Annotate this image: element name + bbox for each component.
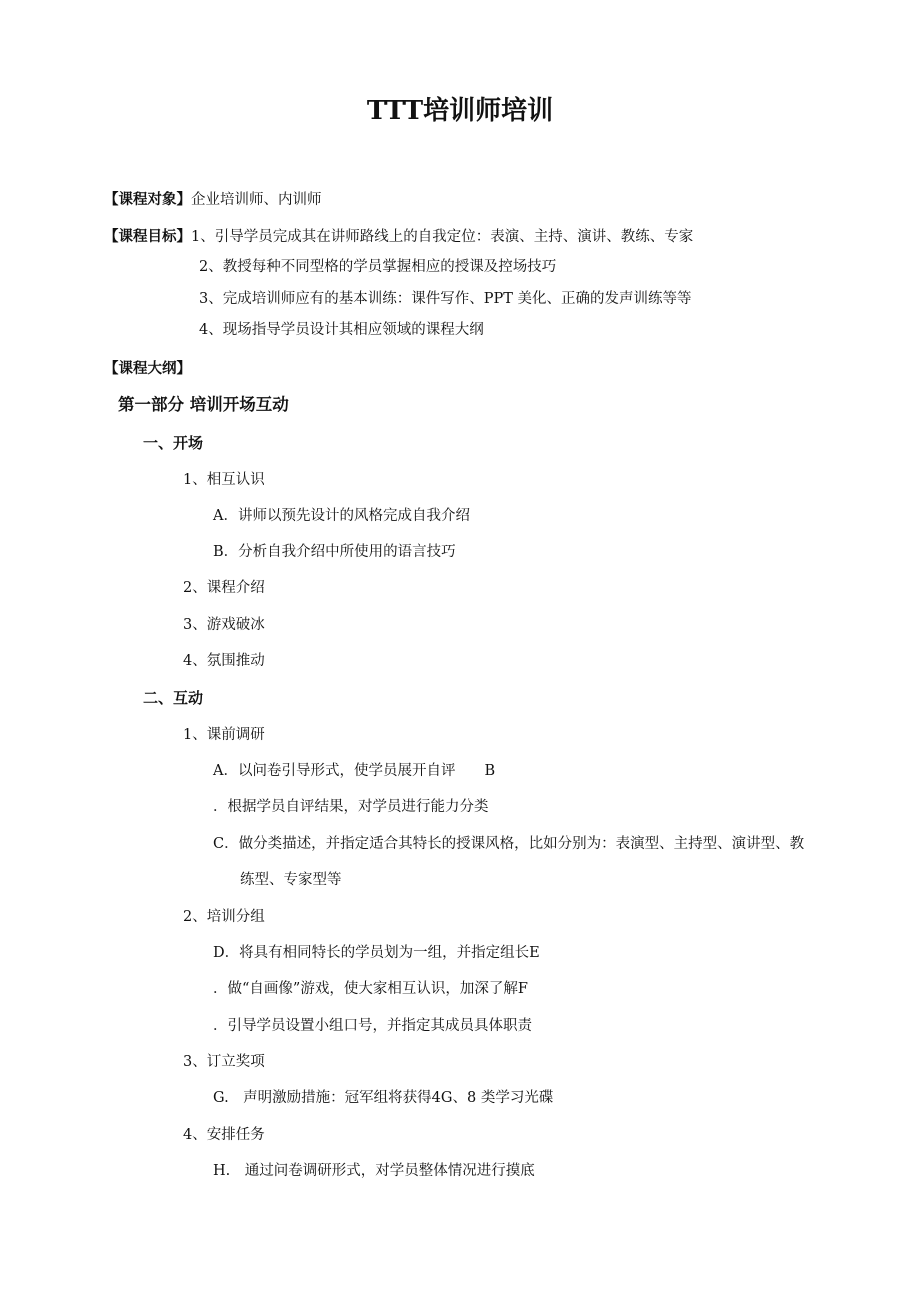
outline-item: 3、订立奖项 — [183, 1054, 265, 1070]
outline-item: 4、安排任务 — [183, 1127, 265, 1143]
outline-subitem-continued: 练型、专家型等 — [240, 872, 342, 888]
outline-item: 1、相互认识 — [183, 472, 265, 488]
outline-subitem: H. 通过问卷调研形式，对学员整体情况进行摸底 — [213, 1163, 535, 1179]
outline-subitem: B．分析自我介绍中所使用的语言技巧 — [213, 544, 456, 560]
outline-subitem: ．引导学员设置小组口号，并指定其成员具体职责 — [213, 1018, 532, 1034]
outline-subitem: A．以问卷引导形式，使学员展开自评 B — [213, 763, 496, 779]
outline-item: 3、游戏破冰 — [183, 617, 265, 633]
goal-item-4: 4、现场指导学员设计其相应领域的课程大纲 — [199, 322, 484, 338]
course-outline-label: 【课程大纲】 — [104, 360, 191, 377]
outline-item: 1、课前调研 — [183, 727, 265, 743]
goal-item-1: 1、引导学员完成其在讲师路线上的自我定位：表演、主持、演讲、教练、专家 — [191, 229, 694, 245]
outline-subitem: G. 声明激励措施：冠军组将获得4G、8 类学习光碟 — [213, 1090, 554, 1106]
outline-item: 2、培训分组 — [183, 909, 265, 925]
goal-item-2: 2、教授每种不同型格的学员掌握相应的授课及控场技巧 — [199, 259, 557, 275]
course-goals-label: 【课程目标】 — [104, 228, 191, 245]
document-title: TTT培训师培训 — [366, 96, 554, 126]
outline-subitem: A．讲师以预先设计的风格完成自我介绍 — [213, 508, 470, 524]
course-target-value: 企业培训师、内训师 — [191, 192, 322, 208]
course-target-label: 【课程对象】 — [104, 191, 191, 208]
section-1-heading: 一、开场 — [143, 434, 204, 452]
outline-subitem: D．将具有相同特长的学员划为一组，并指定组长E — [213, 945, 540, 961]
outline-item: 2、课程介绍 — [183, 580, 265, 596]
outline-subitem: ．根据学员自评结果，对学员进行能力分类 — [213, 799, 489, 815]
outline-subitem: C．做分类描述，并指定适合其特长的授课风格，比如分别为：表演型、主持型、演讲型、教 — [213, 836, 805, 852]
course-target — [104, 190, 322, 210]
outline-subitem: ．做“自画像”游戏，使大家相互认识，加深了解F — [213, 981, 528, 997]
part-1-heading: 第一部分 培训开场互动 — [118, 395, 289, 414]
outline-item: 4、氛围推动 — [183, 653, 265, 669]
section-2-heading: 二、互动 — [143, 689, 204, 707]
goal-item-3: 3、完成培训师应有的基本训练：课件写作、PPT 美化、正确的发声训练等等 — [199, 291, 692, 307]
course-goals — [104, 227, 693, 247]
